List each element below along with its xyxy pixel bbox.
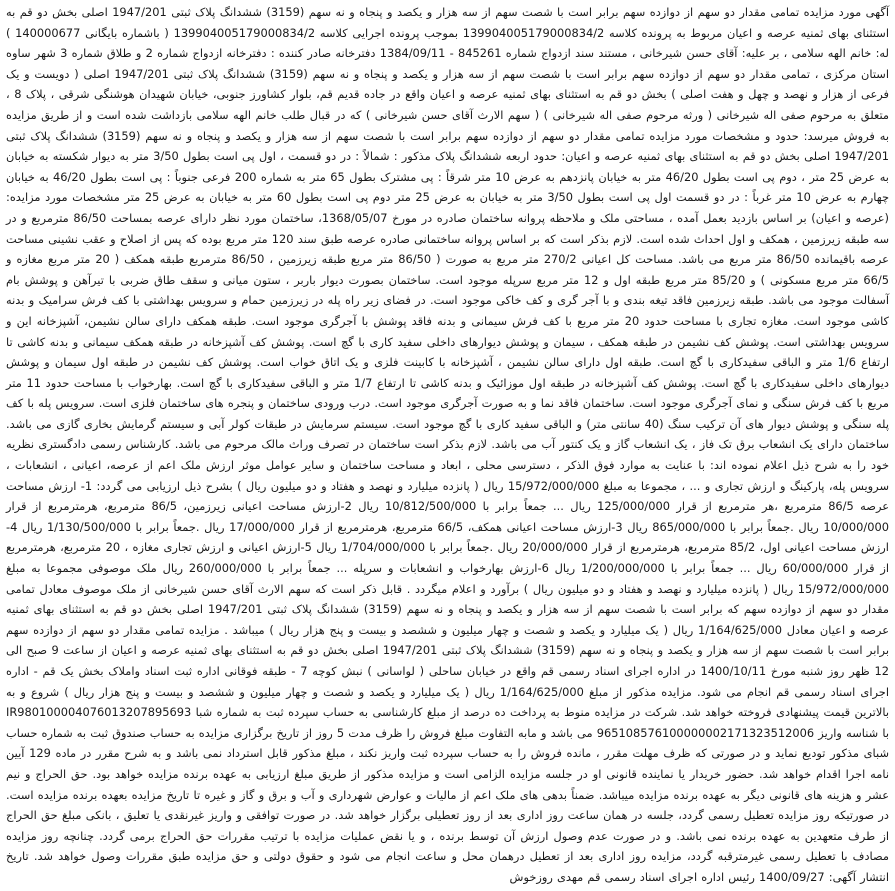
- auction-notice-text: آگهی مورد مزایده تمامی مقدار دو سهم از دوازده سهم برابر است با شصت سهم از سه هزار و یکصد و پنجاه و نه سهم (3159) ششدانگ پلاک ثبتی 1947/201 اصلی بخش دو قم به استثنای بهای ثمنیه عرصه و اعیان مربوط به پرونده کلاسه 139904005179000834/2 بموجب پرونده اجرایی کلاسه 139904005179000834/2 ( باشماره بایگانی 140000677 ) له: خانم الهه سلامی ، بر علیه: آقای حسن شیرخانی ، مستند سند ازدواج شماره 845261 - 1384/09/11 دفترخانه صادر کننده : دفترخانه ازدواج شماره 2 و طلاق شماره 3 شهر ساوه استان مرکزی ، تمامی مقدار دو سهم از دوازده سهم برابر است با شصت سهم از سه هزار و یکصد و پنجاه و نه سهم (3159) ششدانگ پلاک ثبتی 1947/201 اصلی ( دویست و یک فرعی از هزار و نهصد و چهل و هفت اصلی ) بخش دو قم به استثنای بهای ثمنیه عرصه و اعیان واقع در جاده قدیم قم، بلوار کشاورز جنوبی، خیابان شهیدان هوشنگی شرقی ، پلاک 8 ، متعلق به مرحوم صفی اله شیرخانی ( ورثه مرحوم صفی اله شیرخانی ) ( سهم الارث آقای حسن شیرخانی ) که در قبال طلب خانم الهه سلامی بازداشت شده است و از طریق مزایده به فروش میرسد: حدود و مشخصات مورد مزایده تمامی مقدار دو سهم از دوازده سهم برابر است با شصت سهم از سه هزار و یکصد و پنجاه و نه سهم (3159) ششدانگ پلاک ثبتی 1947/201 اصلی بخش دو قم به استثنای بهای ثمنیه عرصه و اعیان: حدود اربعه ششدانگ پلاک مذکور : شمالاً : در دو قسمت ، اول پی است بطول 3/50 متر به دیوار شکسته به خیابان به عرض 25 متر ، دوم پی است بطول 46/20 متر به خیابان پانزدهم به عرض 10 متر شرقاً : پی مشترک بطول 65 متر به شماره 200 فرعی جنوباً : پی است بطول 46/20 به خیابان چهارم به عرض 10 متر غرباً : در دو قسمت اول پی است بطول 3/50 متر به خیابان به عرض 25 متر دوم پی است بطول 60 متر به خیابان به عرض 25 متر مشخصات مورد مزایده: (عرصه و اعیان) بر اساس بازدید بعمل آمده ، مساحتی ملک و ملاحظه پروانه ساختمان صادره در مورخ 1368/05/07، ساختمان مورد نظر دارای عرصه بمساحت 86/50 مترمربع و در سه طبقه زیرزمین ، همکف و اول احداث شده است. لازم بذکر است که بر اساس پروانه ساختمانی صادره عرصه طبق سند 120 متر مربع بوده که پس از اصلاح و عقب نشینی مساحت عرصه باقیمانده 86/50 متر مربع می باشد. مساحت کل اعیانی 270/2 متر مربع به صورت ( 86/50 متر مربع طبقه زیرزمین ، 86/50 مترمربع طبقه همکف ( 20 متر مربع مغازه و 66/5 متر مربع مسکونی ) و 85/20 متر مربع طبقه اول و 12 متر مربع سرپله موجود است. ساختمان بصورت دیوار باربر ، ستون میانی و سقف طاق ضربی با تیرآهن و پوشش بام آسفالت موجود می باشد. طبقه زیرزمین فاقد تیغه بندی و با آجر گری و کف خاکی موجود است. در فضای زیر راه پله در زیرزمین حمام و سرویس بهداشتی با کف فرش سرامیک و بدنه کاشی موجود است. مغازه تجاری با مساحت حدود 20 متر مربع با کف فرش سیمانی و بدنه فاقد پوشش با آجرگری موجود است. طبقه همکف دارای سالن نشیمن، آشپزخانه این و سرویس بهداشتی است. پوشش کف نشیمن در طبقه همکف ، سیمان و پوشش دیوارهای داخلی سفید کاری با گچ است. پوشش کف آشپزخانه در طبقه همکف سیمانی و بدنه کاشی تا ارتفاع 1/6 متر و الباقی سفیدکاری با گچ است. طبقه اول دارای سالن نشیمن ، آشپزخانه با کابینت فلزی و یک اتاق خواب است. پوشش کف نشیمن در طبقه اول سیمان و پوشش دیوارهای داخلی سفیدکاری با گچ است. پوشش کف آشپزخانه در طبقه اول موزائیک و بدنه کاشی تا ارتفاع 1/7 متر و الباقی سفیدکاری با گچ است. بهارخواب با مساحت حدود 11 متر مربع با کف فرش سنگی و نمای آجرگری موجود است. ساختمان فاقد نما و به صورت آجرگری موجود است. درب ورودی ساختمان و پنجره های ساختمان فلزی است. سرویس پله با کف پله سنگی و پوشش دیوار های آن ترکیب سنگ (40 سانتی متر) و الباقی سفید کاری با گچ موجود است. سیستم سرمایش در طبقات کولر آبی و سیستم گرمایش بخاری گازی می باشد. ساختمان دارای یک انشعاب برق تک فاز ، یک انشعاب گاز و یک کنتور آب می باشد. لازم بذکر است ساختمان در تصرف وراث مالک مرحوم می باشد. کارشناس رسمی دادگستری نظریه خود را به شرح ذیل اعلام نموده اند: با عنایت به موارد فوق الذکر ، دسترسی محلی ، ابعاد و مساحت ساختمان و سایر عوامل موثر ارزش ملک اعم از عرصه، اعیانی ، انشعابات ، سرویس پله، پارکینگ و ارزش تجاری و ... ، مجموعا به مبلغ 15/972/000/000 ریال ( پانزده میلیارد و نهصد و هفتاد و دو میلیون ریال ) بشرح ذیل ارزیابی می گردد: 1- ارزش مساحت عرصه 86/5 مترمربع ،هر مترمربع از قرار 125/000/000 ریال ... جمعاً برابر با 10/812/500/000 ریال 2-ارزش مساحت اعیانی زیرزمین، 86/5 مترمربع، هرمترمربع از قرار 10/000/000 ریال .جمعاً برابر با 865/000/000 ریال 3-ارزش مساحت اعیانی همکف، 66/5 مترمربع، هرمترمربع از قرار 17/000/000 ریال .جمعاً برابر با 1/130/500/000 ریال 4-ارزش مساحت اعیانی اول، 85/2 مترمربع، هرمترمربع از قرار 20/000/000 ریال .جمعاً برابر با 1/704/000/000 ریال 5-ارزش اعیانی و ارزش تجاری مغازه ، 20 مترمربع، هرمترمربع از قرار 60/000/000 ریال ... جمعاً برابر با 1/200/000/000 ریال 6-ارزش بهارخواب و انشعابات و سرپله ... جمعاً برابر با 260/000/000 ریال ملک موصوفی مجموعا به مبلغ 15/972/000/000 ریال ( پانزده میلیارد و نهصد و هفتاد و دو میلیون ریال ) برآورد و اعلام میگردد . قابل ذکر است که سهم الارث آقای حسن شیرخانی از ملک موصوف معادل تمامی مقدار دو سهم از دوازده سهم که برابر است با شصت سهم از سه هزار و یکصد و پنجاه و نه سهم (3159) ششدانگ پلاک ثبتی 1947/201 اصلی بخش دو قم به استثنای بهای ثمنیه عرصه و اعیان معادل 1/164/625/000 ریال ( یک میلیارد و یکصد و شصت و چهار میلیون و ششصد و بیست و پنج هزار ریال ) میباشد . مزایده تمامی مقدار دو سهم از دوازده سهم برابر است با شصت سهم از سه هزار و یکصد و پنجاه و نه سهم (3159) ششدانگ پلاک ثبتی 1947/201 اصلی بخش دو قم به استثنای بهای ثمنیه عرصه و اعیان از ساعت 9 صبح الی 12 ظهر روز شنبه مورخ 1400/10/11 در اداره اجرای اسناد رسمی قم واقع در خیابان ساحلی ( لواسانی ) نبش کوچه 7 - طبقه فوقانی اداره ثبت اسناد واملاک بخش یک قم - اداره اجرای اسناد رسمی قم انجام می شود. مزایده مذکور از مبلغ 1/164/625/000 ریال ( یک میلیارد و یکصد و شصت و چهار میلیون و ششصد و بیست و پنج هزار ریال ) شروع و به بالاترین قیمت پیشنهادی فروخته خواهد شد. شرکت در مزایده منوط به پرداخت ده درصد از مبلغ کارشناسی به حساب سپرده ثبت به شماره شبا IR980100004076013207895693 با شناسه واریز 965108576100000002171323512006 می باشد و مابه التفاوت مبلغ فروش را ظرف مدت 5 روز از تاریخ برگزاری مزایده به حساب صندوق ثبت به شماره حساب شبای مذکور تودیع نماید و در صورتی که ظرف مهلت مقرر ، مانده فروش را به حساب سپرده ثبت واریز نکند ، مبلغ مذکور قابل استرداد نمی باشد و به شرح مقرر در ماده 129 آیین نامه اجرا اقدام خواهد شد. حضور خریدار یا نماینده قانونی او در جلسه مزایده الزامی است و مزایده مذکور از طریق مبلغ ارزیابی به عهده برنده مزایده خواهد بود. حق الحراج و نیم عشر و هزینه های قانونی دیگر به عهده برنده مزایده میباشد. ضمناً بدهی های ملک اعم از مالیات و عوارض شهرداری و آب و برق و گاز و غیره تا تاریخ مزایده بعهده برنده مزایده است. در صورتیکه روز مزایده تعطیل رسمی گردد، جلسه در همان ساعت روز اداری بعد از روز تعطیلی برگزار خواهد شد. در صورت توافقی و واریز غیرنقدی یا تعلیق ، بانکی مبلغ حق الحراج از طرف متعهدین به عهده برنده نمی باشد. و در صورت عدم وصول ارزش آن توسط برنده ، و یا نقض عملیات مزایده با ترتیب مقررات حق الحراج برمی گردد. چنانچه روز مزایده مصادف با تعطیل رسمی غیرمترقبه گردد، مزایده روز اداری بعد از تعطیل درهمان محل و ساعت انجام می شود و حقوق دولتی و حق مزایده طبق مقررات وصول خواهد شد. تاریخ انتشار آگهی: 1400/09/27 رئیس اداره اجرای اسناد رسمی قم مهدی روزخوش: [6, 5, 890, 884]
